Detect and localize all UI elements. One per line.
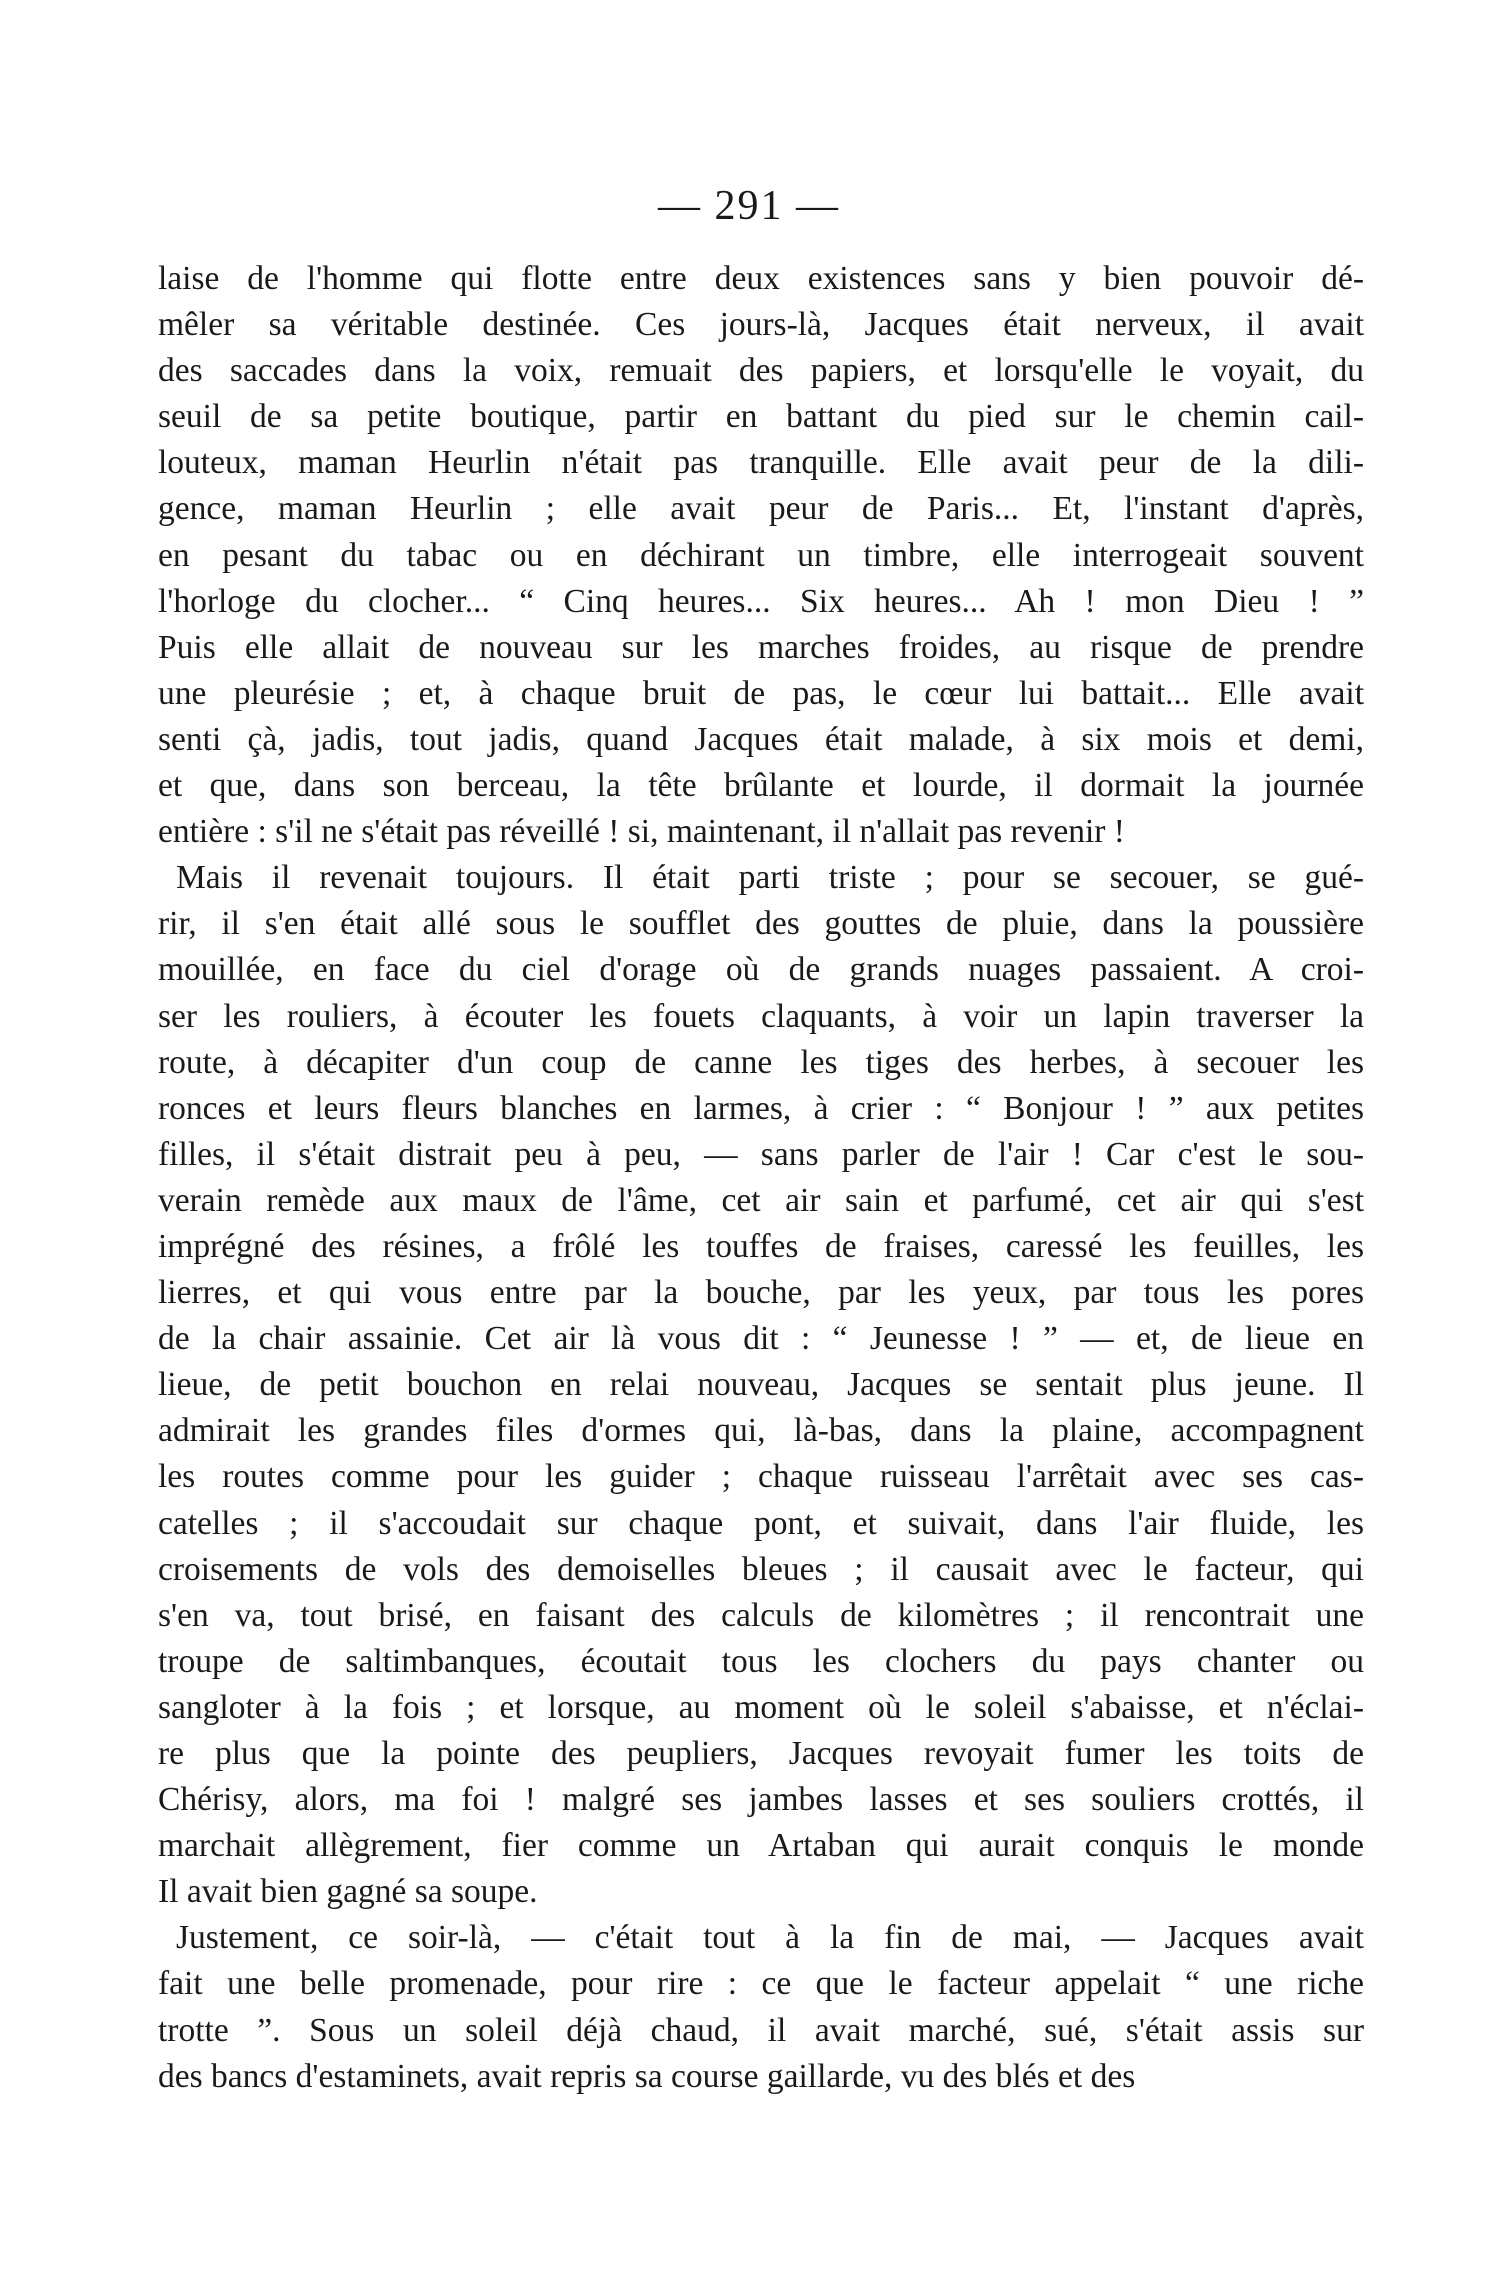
text-line: et que, dans son berceau, la tête brûlante et lourde, il dormait la journée xyxy=(158,767,1364,805)
body-text xyxy=(158,256,1364,2100)
text-line: catelles ; il s'accoudait sur chaque pont, et suivait, dans l'air fluide, les xyxy=(158,1504,1364,1542)
text-line: route, à décapiter d'un coup de canne les tiges des herbes, à secouer les xyxy=(158,1043,1364,1081)
text-line: ronces et leurs fleurs blanches en larmes, à crier : “ Bonjour ! ” aux petites xyxy=(158,1089,1364,1127)
text-line: troupe de saltimbanques, écoutait tous les clochers du pays chanter ou xyxy=(158,1642,1364,1680)
text-line: marchait allègrement, fier comme un Artaban qui aurait conquis le monde xyxy=(158,1827,1364,1865)
text-line: re plus que la pointe des peupliers, Jacques revoyait fumer les toits de xyxy=(158,1735,1364,1772)
text-line: de la chair assainie. Cet air là vous dit : “ Jeunesse ! ” — et, de lieue en xyxy=(158,1320,1364,1358)
text-line: des saccades dans la voix, remuait des papiers, et lorsqu'elle le voyait, du xyxy=(158,352,1364,390)
text-line: en pesant du tabac ou en déchirant un timbre, elle interrogeait souvent xyxy=(158,536,1364,574)
text-line: mêler sa véritable destinée. Ces jours-là, Jacques était nerveux, il avait xyxy=(158,306,1364,344)
text-line: entière : s'il ne s'était pas réveillé ! si, maintenant, il n'allait pas revenir ! xyxy=(158,813,1125,851)
text-line: imprégné des résines, a frôlé les touffes de fraises, caressé les feuilles, les xyxy=(158,1227,1364,1265)
text-line: lieue, de petit bouchon en relai nouveau, Jacques se sentait plus jeune. Il xyxy=(158,1366,1364,1404)
text-line: Chérisy, alors, ma foi ! malgré ses jambes lasses et ses souliers crottés, il xyxy=(158,1781,1364,1819)
page-number: — 291 — xyxy=(658,183,840,229)
text-line: gence, maman Heurlin ; elle avait peur de Paris... Et, l'instant d'après, xyxy=(158,490,1364,528)
text-line: verain remède aux maux de l'âme, cet air sain et parfumé, cet air qui s'est xyxy=(158,1181,1364,1219)
paragraph xyxy=(158,855,1364,1915)
paragraph xyxy=(158,256,1364,855)
text-line: senti çà, jadis, tout jadis, quand Jacques était malade, à six mois et demi, xyxy=(158,720,1364,758)
text-line: sangloter à la fois ; et lorsque, au moment où le soleil s'abaisse, et n'éclai- xyxy=(158,1688,1364,1726)
text-line: louteux, maman Heurlin n'était pas tranquille. Elle avait peur de la dili- xyxy=(158,444,1364,482)
text-line: mouillée, en face du ciel d'orage où de grands nuages passaient. A croi- xyxy=(158,951,1364,989)
text-line: trotte ”. Sous un soleil déjà chaud, il avait marché, sué, s'était assis sur xyxy=(158,2011,1364,2049)
text-line: admirait les grandes files d'ormes qui, là-bas, dans la plaine, accompagnent xyxy=(158,1412,1364,1450)
text-line: les routes comme pour les guider ; chaque ruisseau l'arrêtait avec ses cas- xyxy=(158,1458,1364,1496)
text-line: ser les rouliers, à écouter les fouets claquants, à voir un lapin traverser la xyxy=(158,997,1364,1035)
text-line: des bancs d'estaminets, avait repris sa course gaillarde, vu des blés et des xyxy=(158,2057,1136,2095)
text-line: fait une belle promenade, pour rire : ce que le facteur appelait “ une riche xyxy=(158,1965,1364,2003)
paragraph xyxy=(158,1915,1364,2099)
text-line: s'en va, tout brisé, en faisant des calculs de kilomètres ; il rencontrait une xyxy=(158,1596,1364,1634)
text-line: lierres, et qui vous entre par la bouche, par les yeux, par tous les pores xyxy=(158,1274,1364,1312)
text-line: Mais il revenait toujours. Il était parti triste ; pour se secouer, se gué- xyxy=(176,859,1364,897)
text-line: croisements de vols des demoiselles bleues ; il causait avec le facteur, qui xyxy=(158,1550,1364,1588)
text-line: seuil de sa petite boutique, partir en battant du pied sur le chemin cail- xyxy=(158,398,1364,436)
text-line: laise de l'homme qui flotte entre deux existences sans y bien pouvoir dé- xyxy=(158,260,1364,297)
text-line: Justement, ce soir-là, — c'était tout à la fin de mai, — Jacques avait xyxy=(176,1919,1364,1957)
text-line: l'horloge du clocher... “ Cinq heures... Six heures... Ah ! mon Dieu ! ” xyxy=(158,582,1364,620)
text-line: une pleurésie ; et, à chaque bruit de pas, le cœur lui battait... Elle avait xyxy=(158,674,1364,712)
text-line: filles, il s'était distrait peu à peu, — sans parler de l'air ! Car c'est le sou- xyxy=(158,1135,1364,1173)
text-line: rir, il s'en était allé sous le soufflet des gouttes de pluie, dans la poussière xyxy=(158,905,1364,943)
text-line: Il avait bien gagné sa soupe. xyxy=(158,1873,538,1911)
text-line: Puis elle allait de nouveau sur les marches froides, au risque de prendre xyxy=(158,628,1364,666)
